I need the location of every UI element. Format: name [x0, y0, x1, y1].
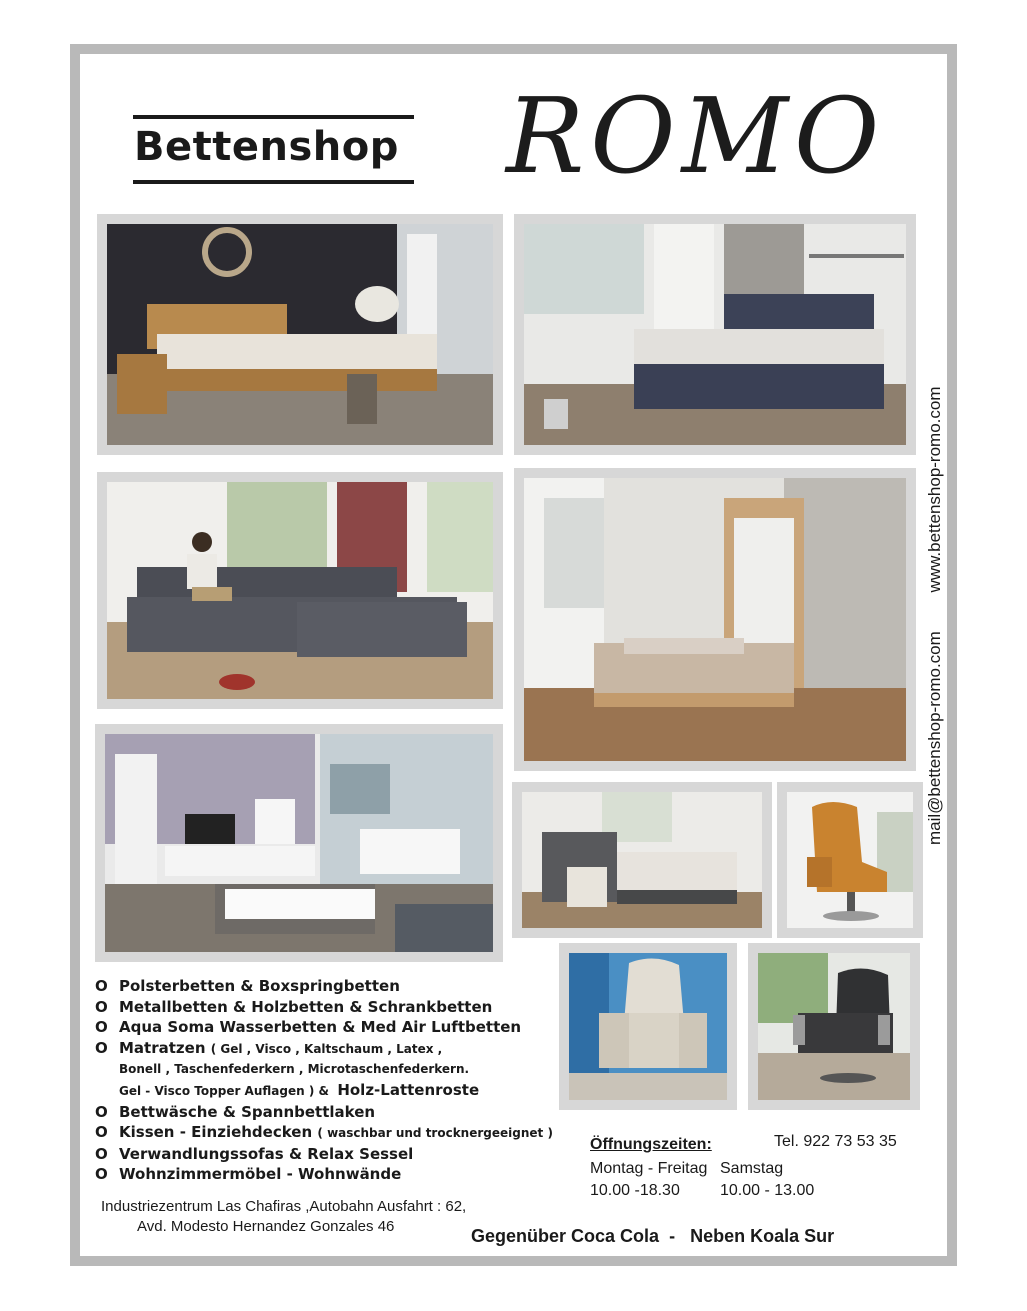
list-item-continuation: Bonell , Taschenfederkern , Microtaschenfederkern.	[119, 1062, 470, 1077]
address-line-1: Industriezentrum Las Chafiras ,Autobahn Ausfahrt : 62,	[101, 1198, 467, 1215]
hours-table	[590, 1158, 815, 1202]
list-item: O Matratzen ( Gel , Visco , Kaltschaum , Latex ,	[95, 1038, 443, 1057]
list-item: O Bettwäsche & Spannbettlaken	[95, 1102, 376, 1121]
saturday-time: 10.00 - 13.00	[720, 1182, 815, 1199]
address-line-2: Avd. Modesto Hernandez Gonzales 46	[137, 1218, 395, 1235]
phone-number[interactable]: Tel. 922 73 53 35	[774, 1133, 897, 1150]
list-item: O Verwandlungssofas & Relax Sessel	[95, 1144, 414, 1163]
header-rule-bottom	[133, 180, 414, 184]
list-item: O Metallbetten & Holzbetten & Schrankbetten	[95, 997, 493, 1016]
list-item: O Aqua Soma Wasserbetten & Med Air Luftbetten	[95, 1018, 522, 1037]
photo-leather-recliner	[777, 782, 923, 938]
saturday-label: Samstag	[720, 1160, 784, 1177]
website-link[interactable]: www.bettenshop-romo.com	[925, 386, 944, 593]
email-link[interactable]: mail@bettenshop-romo.com	[925, 631, 944, 845]
shop-label: Bettenshop	[134, 124, 399, 170]
photo-living-room	[95, 724, 503, 962]
list-item: O Polsterbetten & Boxspringbetten	[95, 977, 400, 995]
hours-title: Öffnungszeiten:	[590, 1136, 712, 1153]
weekday-time: 10.00 -18.30	[590, 1182, 680, 1199]
photo-grey-recliner	[748, 943, 920, 1110]
list-item: O Kissen - Einziehdecken ( waschbar und trocknergeeignet )	[95, 1123, 553, 1142]
photo-wooden-bed	[97, 214, 503, 455]
directions-right: Neben Koala Sur	[690, 1226, 835, 1246]
photo-wall-bed	[514, 468, 916, 771]
photo-beige-recliner	[559, 943, 737, 1110]
product-list	[95, 976, 553, 1185]
weekday-label: Montag - Freitag	[590, 1160, 708, 1177]
directions	[471, 1226, 834, 1247]
photo-boxspring-bed	[514, 214, 916, 455]
directions-separator: -	[669, 1226, 676, 1246]
photo-sleeper-sofa	[512, 782, 772, 938]
brand-logo: ROMO	[506, 75, 886, 197]
header-rule-top	[133, 115, 414, 119]
directions-left: Gegenüber Coca Cola	[471, 1226, 660, 1246]
list-item: O Wohnzimmermöbel - Wohnwände	[95, 1165, 402, 1184]
list-item-continuation: Gel - Visco Topper Auflagen ) & Holz-Lattenroste	[119, 1080, 480, 1099]
vertical-contact	[925, 352, 945, 845]
address	[101, 1197, 466, 1237]
photo-corner-sofa	[97, 472, 503, 709]
